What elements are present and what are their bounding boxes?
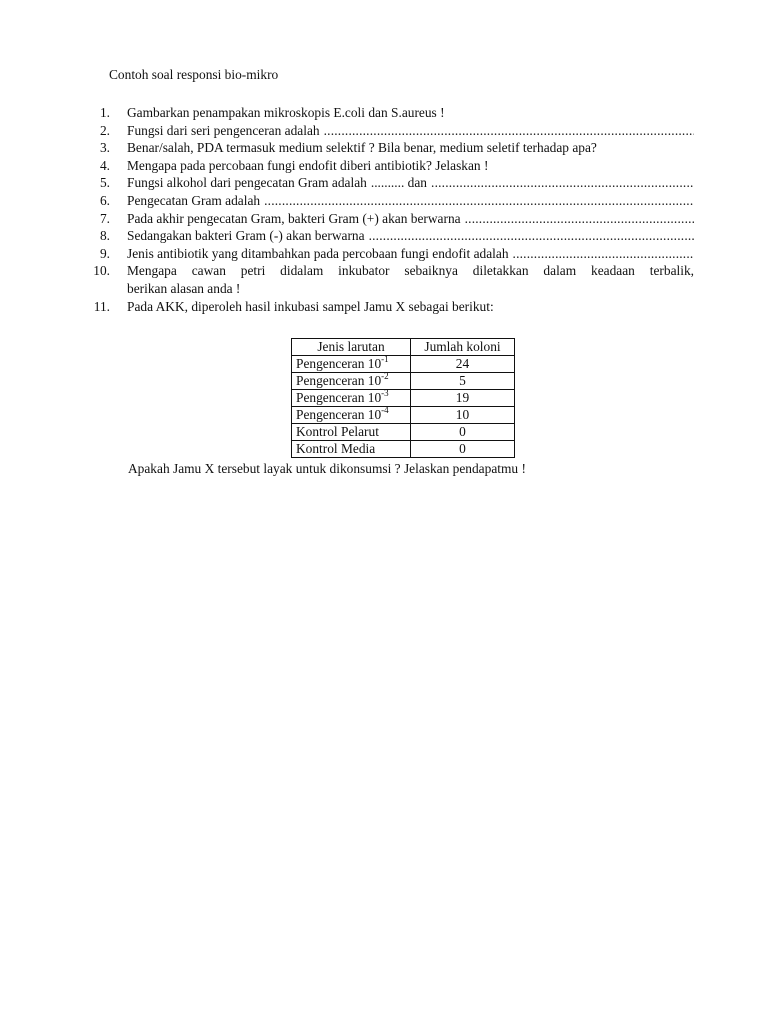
question-text: Sedangakan bakteri Gram (-) akan berwarna — [127, 228, 365, 244]
table-cell-value: 5 — [411, 373, 515, 390]
table-cell-label: Kontrol Media — [292, 441, 411, 458]
table-row — [292, 356, 515, 373]
table-cell-label: Pengenceran $10^{-1}$ — [292, 356, 411, 373]
question-item — [82, 139, 694, 157]
colony-count-table — [291, 338, 515, 458]
table-row — [292, 441, 515, 458]
table-row — [292, 390, 515, 407]
question-number: 4. — [99, 157, 110, 173]
question-number: 3. — [99, 140, 110, 156]
question-text: Fungsi alkohol dari pengecatan Gram adalah — [127, 175, 367, 191]
question-item — [82, 298, 694, 316]
question-number: 9. — [99, 245, 110, 261]
question-text: Mengapa pada percobaan fungi endofit diberi antibiotik? Jelaskan ! — [127, 157, 489, 173]
table-cell-value: 19 — [411, 390, 515, 407]
table-cell-value: 0 — [411, 424, 515, 441]
table-header: Jumlah koloni — [411, 339, 515, 356]
question-text: Jenis antibiotik yang ditambahkan pada percobaan fungi endofit adalah — [127, 245, 509, 261]
page-title: Contoh soal responsi bio-mikro — [109, 67, 279, 82]
question-number: 2. — [99, 122, 110, 138]
question-item — [82, 122, 694, 140]
question-text: Pengecatan Gram adalah — [127, 192, 261, 208]
question-number: 8. — [99, 228, 110, 244]
question-item — [82, 262, 694, 280]
table-cell-label: Pengenceran $10^{-3}$ — [292, 390, 411, 407]
question-text: Fungsi dari seri pengenceran adalah — [127, 122, 320, 138]
question-item — [82, 227, 694, 245]
question-item — [82, 174, 694, 192]
question-item — [82, 192, 694, 210]
question-number: 10. — [93, 263, 110, 279]
question-text: Mengapa cawan petri didalam inkubator sebaiknya diletakkan dalam keadaan terbalik, — [127, 263, 694, 279]
answer-blank — [513, 245, 694, 263]
question-item — [82, 157, 694, 175]
table-row — [292, 407, 515, 424]
closing-question: Apakah Jamu X tersebut layak untuk dikonsumsi ? Jelaskan pendapatmu ! — [128, 461, 526, 476]
question-item — [82, 210, 694, 228]
answer-blank — [324, 122, 694, 140]
question-text: Pada AKK, diperoleh hasil inkubasi sampel Jamu X sebagai berikut: — [127, 298, 494, 314]
question-text: Gambarkan penampakan mikroskopis E.coli dan S.aureus ! — [127, 105, 445, 120]
question-text-mid: .......... dan — [370, 175, 428, 191]
question-number: 6. — [99, 192, 110, 208]
answer-blank — [264, 192, 694, 210]
table-cell-value: 10 — [411, 407, 515, 424]
answer-blank — [369, 227, 694, 245]
table-cell-label: Pengenceran $10^{-2}$ — [292, 373, 411, 390]
table-cell-value: 0 — [411, 441, 515, 458]
answer-blank — [465, 210, 694, 228]
question-list — [82, 104, 694, 315]
question-item — [82, 104, 694, 122]
table-cell-label: Pengenceran $10^{-4}$ — [292, 407, 411, 424]
table-header: Jenis larutan — [292, 339, 411, 356]
question-item — [82, 245, 694, 263]
question-number: 5. — [99, 175, 110, 191]
table-cell-label: Kontrol Pelarut — [292, 424, 411, 441]
answer-blank — [431, 174, 694, 192]
table-row — [292, 424, 515, 441]
question-number: 11. — [93, 298, 110, 314]
question-number: 1. — [99, 105, 110, 120]
question-text: Pada akhir pengecatan Gram, bakteri Gram (+) akan berwarna — [127, 210, 461, 226]
table-cell-value: 24 — [411, 356, 515, 373]
question-text-continued: berikan alasan anda ! — [127, 280, 241, 296]
question-number: 7. — [99, 210, 110, 226]
question-text: Benar/salah, PDA termasuk medium selektif ? Bila benar, medium seletif terhadap apa? — [127, 140, 597, 156]
table-row — [292, 373, 515, 390]
